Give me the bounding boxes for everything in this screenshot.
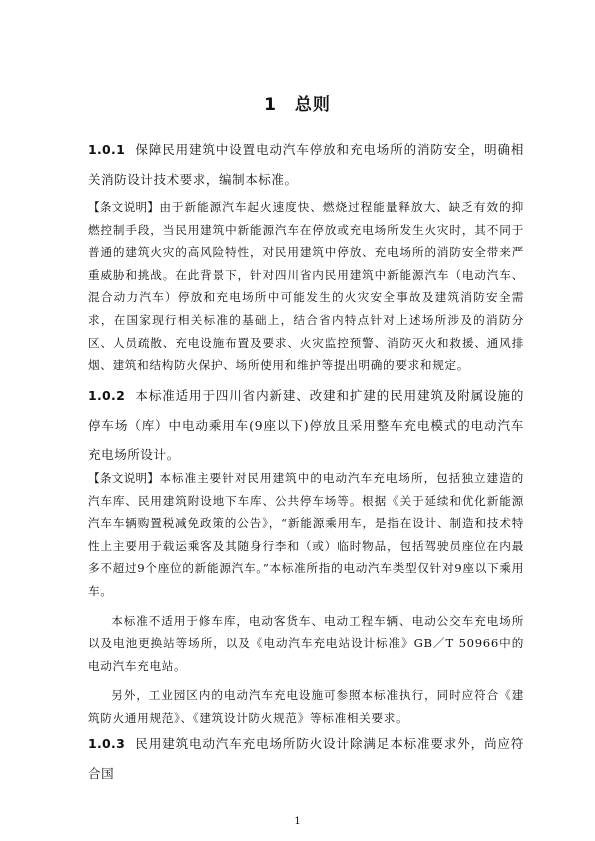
commentary-label: 【条文说明】	[88, 200, 160, 214]
clause-number: 1.0.1	[88, 142, 126, 157]
commentary	[88, 196, 524, 377]
clause-1-0-2-note	[88, 467, 524, 730]
clause-number: 1.0.3	[88, 736, 126, 751]
commentary-label: 【条文说明】	[88, 471, 160, 485]
commentary-paragraph: 本标准不适用于修车库，电动客货车、电动工程车辆、电动公交车充电场所以及电池更换站等场所，以及《电动汽车充电站设计标准》GB／T 50966中的电动汽车充电站。	[88, 613, 524, 673]
commentary-body: 本标准主要针对民用建筑中的电动汽车充电场所，包括独立建造的汽车库、民用建筑附设地下车库、公共停车场等。根据《关于延续和优化新能源汽车车辆购置税减免政策的公告》，“新能源乘用车，是指在设计、制造和技术特性上主要用于载运乘客及其随身行李和（或）临时物品，包括驾驶员座位在内最多不超过9个座位的新能源汽车。”本标准所指的电动汽车类型仅针对9座以下乘用车。	[88, 471, 524, 598]
clause-body: 本标准适用于四川省内新建、改建和扩建的民用建筑及附属设施的停车场（库）中电动乘用车(9座以下)停放且采用整车充电模式的电动汽车充电场所设计。	[88, 388, 524, 462]
chapter-number: 1	[264, 95, 277, 115]
clause-1-0-2	[88, 381, 524, 470]
commentary-body: 由于新能源汽车起火速度快、燃烧过程能量释放大、缺乏有效的抑燃控制手段，当民用建筑中新能源汽车在停放或充电场所发生火灾时，其不同于普通的建筑火灾的高风险特性，对民用建筑中停放、充电场所的消防安全带来严重威胁和挑战。在此背景下，针对四川省内民用建筑中新能源汽车（电动汽车、混合动力汽车）停放和充电场所中可能发生的火灾安全事故及建筑消防安全需求，在国家现行相关标准的基础上，结合省内特点针对上述场所涉及的消防分区、人员疏散、充电设施布置及要求、火灾监控预警、消防灭火和救援、通风排烟、建筑和结构防火保护、场所使用和维护等提出明确的要求和规定。	[88, 200, 524, 373]
clause-text	[88, 135, 524, 194]
clause-text	[88, 729, 524, 788]
chapter-title: 总则	[294, 95, 331, 115]
clause-number: 1.0.2	[88, 388, 126, 403]
clause-text	[88, 381, 524, 470]
clause-body: 保障民用建筑中设置电动汽车停放和充电场所的消防安全，明确相关消防设计技术要求，编制本标准。	[88, 142, 524, 187]
commentary	[88, 467, 524, 603]
chapter-heading	[0, 90, 595, 115]
page-number: 1	[294, 816, 301, 827]
clause-1-0-3	[88, 729, 524, 788]
clause-1-0-1-note	[88, 196, 524, 377]
clause-1-0-1	[88, 135, 524, 194]
clause-body: 民用建筑电动汽车充电场所防火设计除满足本标准要求外，尚应符合国	[88, 736, 524, 781]
commentary-paragraph: 另外，工业园区内的电动汽车充电设施可参照本标准执行，同时应符合《建筑防火通用规范》、《建筑设计防火规范》等标准相关要求。	[88, 688, 524, 725]
